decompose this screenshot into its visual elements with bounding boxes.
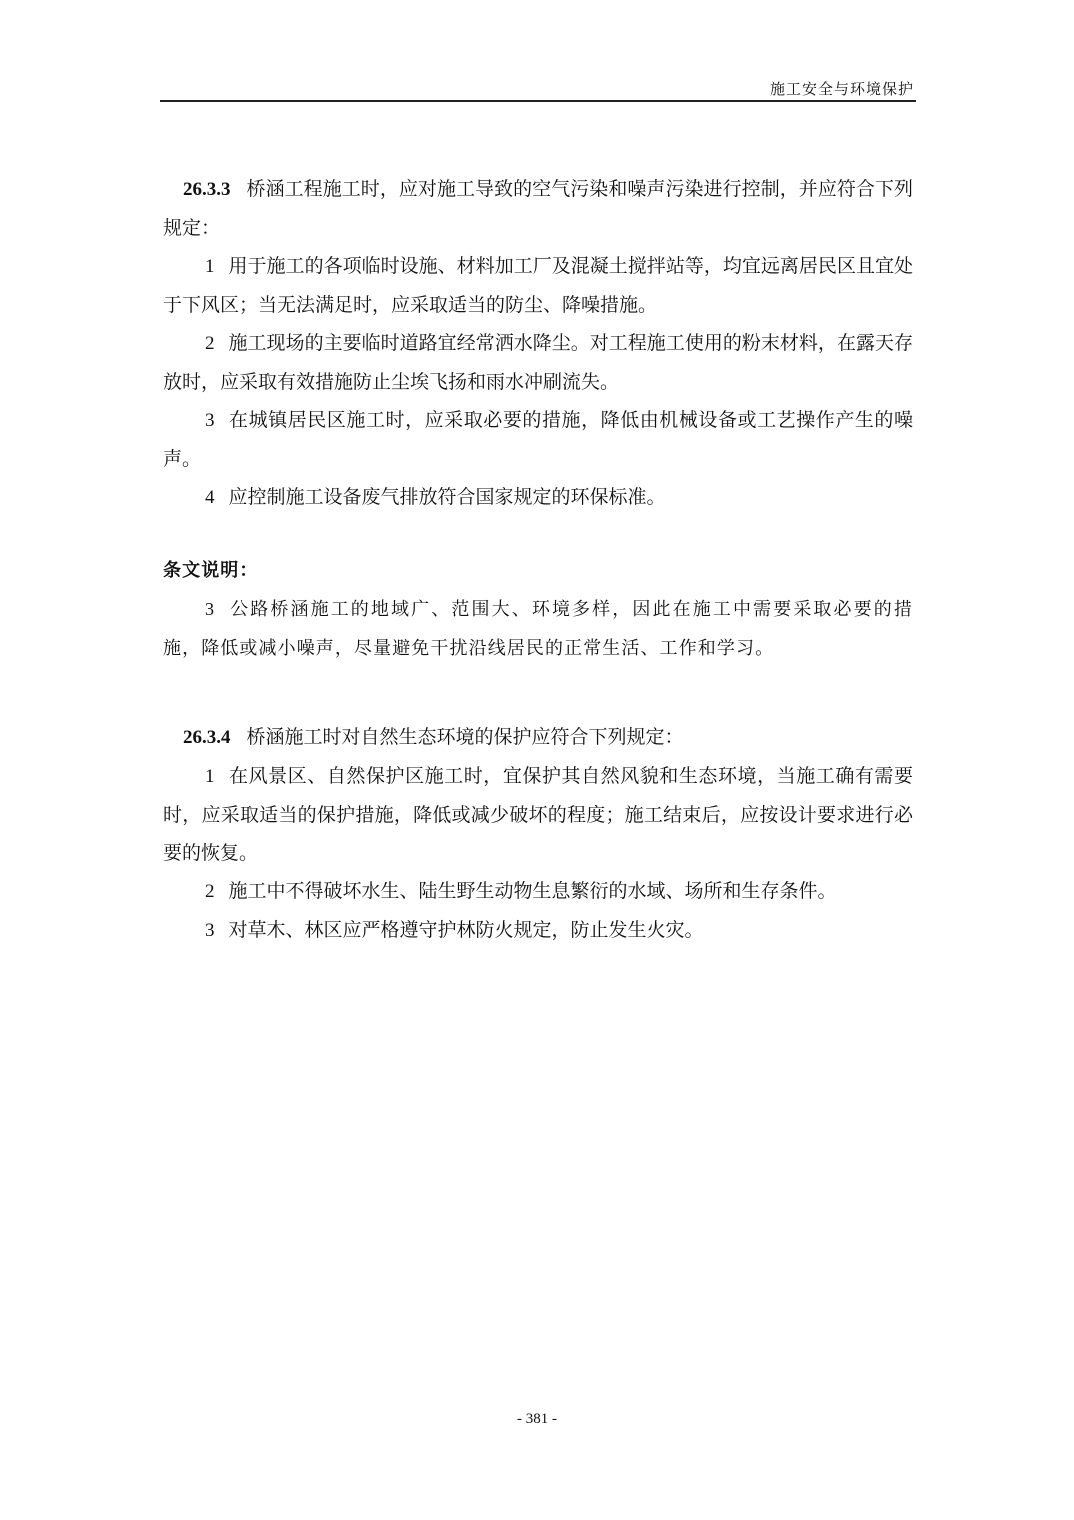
item-number: 1 [205, 256, 215, 277]
item-number: 2 [205, 881, 215, 902]
item-text: 施工中不得破坏水生、陆生野生动物生息繁衍的水域、场所和生存条件。 [228, 880, 837, 902]
item-number: 1 [205, 766, 215, 787]
clause-item [163, 247, 913, 324]
clause-text: 桥涵施工时对自然生态环境的保护应符合下列规定： [246, 726, 684, 748]
clause-text: 桥涵工程施工时，应对施工导致的空气污染和噪声污染进行控制，并应符合下列规定： [163, 178, 913, 239]
item-text: 公路桥涵施工的地域广、范围大、环境多样，因此在施工中需要采取必要的措施，降低或减小噪声，尽量避免干扰沿线居民的正常生活、工作和学习。 [163, 599, 913, 659]
item-text: 在风景区、自然保护区施工时，宜保护其自然风貌和生态环境，当施工确有需要时，应采取适当的保护措施，降低或减少破坏的程度；施工结束后，应按设计要求进行必要的恢复。 [163, 765, 913, 864]
clause-item [163, 478, 913, 517]
item-text: 对草木、林区应严格遵守护林防火规定，防止发生火灾。 [228, 919, 704, 941]
item-text: 在城镇居民区施工时，应采取必要的措施，降低由机械设备或工艺操作产生的噪声。 [163, 409, 913, 470]
clause-item [163, 324, 913, 401]
page-number: - 381 - [517, 1411, 557, 1427]
item-text: 应控制施工设备废气排放符合国家规定的环保标准。 [228, 486, 666, 508]
item-text: 用于施工的各项临时设施、材料加工厂及混凝土搅拌站等，均宜远离居民区且宜处于下风区；当无法满足时，应采取适当的防尘、降噪措施。 [163, 255, 913, 316]
clause-explanation [163, 551, 913, 668]
clause-item [163, 911, 913, 950]
clause-number: 26.3.4 [183, 727, 231, 748]
item-text: 施工现场的主要临时道路宜经常洒水降尘。对工程施工使用的粉末材料，在露天存放时，应采取有效措施防止尘埃飞扬和雨水冲刷流失。 [163, 332, 913, 393]
clause-item [163, 872, 913, 911]
clause-number: 26.3.3 [183, 179, 231, 200]
explanation-title: 条文说明： [163, 560, 259, 581]
item-number: 3 [205, 599, 216, 619]
item-number: 2 [205, 333, 215, 354]
clause-item [163, 401, 913, 478]
item-number: 3 [205, 410, 215, 431]
item-number: 3 [205, 920, 215, 941]
section-gap [163, 668, 913, 718]
clause-26-3-3 [163, 170, 913, 517]
page-header [160, 74, 916, 102]
explanation-item [163, 590, 913, 668]
clause-heading [163, 718, 913, 757]
clause-26-3-4 [163, 718, 913, 950]
item-number: 4 [205, 487, 215, 508]
page-content [163, 170, 913, 950]
header-title: 施工安全与环境保护 [769, 80, 914, 98]
clause-heading [163, 170, 913, 247]
clause-item [163, 757, 913, 872]
